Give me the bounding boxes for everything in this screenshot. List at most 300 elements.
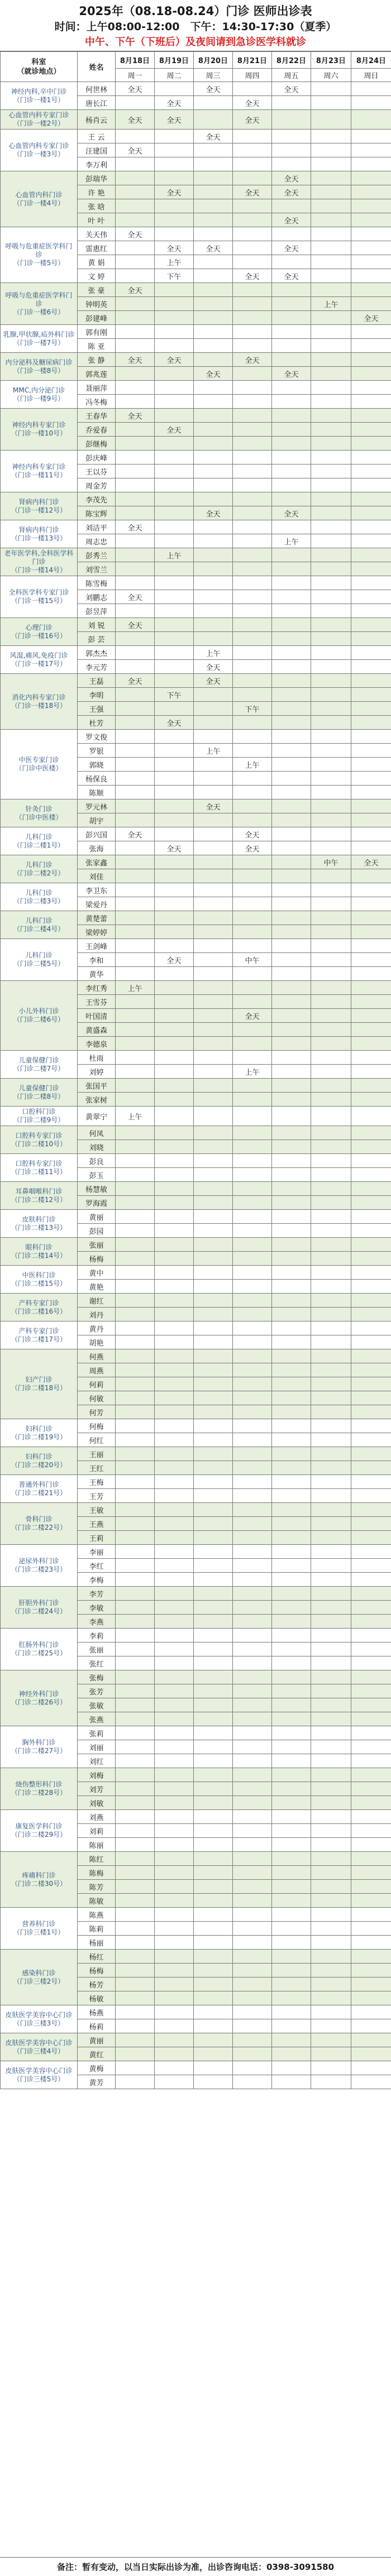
shift-cell [155,492,194,506]
shift-cell [155,1656,194,1670]
shift-cell [155,437,194,451]
shift-cell [233,995,272,1009]
shift-cell [311,646,351,660]
doctor-name: 何红 [78,1433,116,1447]
shift-cell [351,1308,391,1321]
doctor-name: 杨丽 [78,1936,116,1950]
shift-cell [311,1252,351,1266]
shift-cell [351,744,391,758]
shift-cell [272,772,311,786]
shift-cell [194,465,233,478]
shift-cell [194,2033,233,2047]
shift-cell [311,1684,351,1698]
shift-cell [194,1838,233,1852]
doctor-name: 刘红 [78,1754,116,1768]
doctor-name: 刘丽 [78,1740,116,1754]
shift-cell [116,506,155,520]
doctor-name: 李茂先 [78,492,116,506]
shift-cell [116,1349,155,1363]
shift-cell [116,171,155,185]
dept-cell: 营养科门诊 （门诊三楼1号） [1,1908,78,1950]
shift-cell [233,1740,272,1754]
shift-cell [155,199,194,213]
shift-cell [272,1335,311,1349]
shift-cell [311,171,351,185]
dept-cell: 泌尿外科门诊 （门诊二楼23号） [1,1545,78,1587]
shift-cell [272,590,311,604]
shift-cell [116,548,155,562]
shift-cell [311,185,351,199]
shift-cell [194,1670,233,1684]
shift-cell [233,1670,272,1684]
shift-cell [116,995,155,1009]
shift-cell [351,883,391,897]
table-row [1,451,391,465]
doctor-name: 刘鹏志 [78,590,116,604]
doctor-name: 梁婷婷 [78,925,116,939]
shift-cell [351,1196,391,1210]
shift-cell [351,1670,391,1684]
doctor-name: 张家树 [78,1093,116,1107]
table-row [1,82,391,96]
shift-cell [194,1991,233,2005]
date-header: 8月18日 [116,52,155,69]
shift-cell [272,1573,311,1587]
table-row [1,2061,391,2075]
doctor-name: 王强 [78,702,116,716]
shift-cell [194,1922,233,1936]
dept-cell: 老年医学科,全科医学科门诊 （门诊一楼14号） [1,548,78,576]
shift-cell [351,604,391,618]
dept-group [1,1294,391,1321]
dept-group [1,1950,391,2005]
shift-cell [155,1475,194,1489]
dept-cell: MMC,内分泌门诊 （门诊一楼9号） [1,381,78,409]
table-row [1,130,391,143]
table-row [1,492,391,506]
shift-cell [351,1168,391,1182]
doctor-name: 周燕 [78,1363,116,1377]
shift-cell [351,576,391,590]
shift-cell [116,1489,155,1503]
doctor-name: 黄丹 [78,1321,116,1335]
shift-cell [116,381,155,395]
shift-cell [116,702,155,716]
dept-group [1,409,391,451]
dept-group [1,1447,391,1475]
shift-cell [272,1363,311,1377]
doctor-name: 李芳 [78,1587,116,1601]
shift-cell [155,1238,194,1252]
doctor-name: 梁爱丹 [78,897,116,911]
shift-cell [194,1559,233,1573]
shift-cell [155,1698,194,1712]
shift-cell [351,1224,391,1238]
shift-cell [155,325,194,339]
dept-group [1,1629,391,1670]
dept-group [1,646,391,674]
doctor-name: 杨梅 [78,1964,116,1978]
doctor-name: 王莉 [78,1531,116,1545]
doctor-name: 彭建峰 [78,311,116,325]
dept-group [1,1238,391,1266]
shift-cell [233,241,272,255]
dept-group [1,1545,391,1587]
dept-group [1,451,391,492]
shift-cell [116,1335,155,1349]
shift-cell [272,297,311,311]
dept-cell: 内分泌科及糖尿病门诊 （门诊一楼8号） [1,353,78,381]
shift-cell [233,967,272,981]
doctor-name: 陈燕 [78,1908,116,1922]
shift-cell [116,1838,155,1852]
shift-cell [351,520,391,534]
shift-cell [311,1266,351,1280]
shift-cell [155,1294,194,1308]
weekday-header: 周三 [194,69,233,82]
shift-cell [311,730,351,744]
shift-cell [233,283,272,297]
shift-cell [311,1908,351,1922]
doctor-name: 刘婷 [78,1065,116,1079]
shift-cell [116,939,155,953]
shift-cell [155,1377,194,1391]
shift-cell: 上午 [116,981,155,995]
doctor-name: 王敏 [78,1503,116,1517]
shift-cell [311,1922,351,1936]
shift-cell [155,143,194,157]
shift-cell [233,227,272,241]
shift-cell [194,1517,233,1531]
shift-cell [233,1950,272,1964]
shift-cell [155,576,194,590]
shift-cell [272,311,311,325]
shift-cell: 全天 [116,520,155,534]
shift-cell [233,660,272,674]
shift-cell [272,1447,311,1461]
shift-cell [311,1079,351,1093]
shift-cell [194,157,233,171]
shift-cell [194,395,233,409]
shift-cell [272,283,311,297]
shift-cell [351,143,391,157]
shift-cell [311,1615,351,1629]
shift-cell [272,478,311,492]
shift-cell [311,2047,351,2061]
shift-cell [194,1908,233,1922]
shift-cell [233,2019,272,2033]
shift-cell [351,1037,391,1051]
dept-cell: 皮肤医学美容中心门诊 （门诊三楼4号） [1,2033,78,2061]
shift-cell [233,744,272,758]
doctor-name: 陈雪梅 [78,576,116,590]
shift-cell [194,897,233,911]
table-row [1,548,391,562]
table-header [1,52,391,82]
date-header: 8月23日 [311,52,351,69]
shift-cell [272,1643,311,1656]
shift-cell [155,1712,194,1726]
shift-cell [311,1866,351,1880]
shift-cell [311,995,351,1009]
shift-cell [194,2005,233,2019]
shift-cell [155,1252,194,1266]
shift-cell [351,1475,391,1489]
shift-cell [155,478,194,492]
dept-group [1,130,391,171]
shift-cell [233,1489,272,1503]
doctor-name: 黄中 [78,1266,116,1280]
shift-cell [155,506,194,520]
shift-cell [233,911,272,925]
shift-cell [116,1754,155,1768]
shift-cell: 全天 [272,185,311,199]
table-row [1,855,391,869]
shift-cell [311,897,351,911]
shift-cell [351,506,391,520]
shift-cell [194,423,233,437]
shift-cell [272,1140,311,1154]
shift-cell [194,604,233,618]
shift-cell [155,1266,194,1280]
doctor-name: 刘敏 [78,1796,116,1810]
table-row [1,1587,391,1601]
shift-cell [116,213,155,227]
doctor-name: 刘丹 [78,1308,116,1321]
shift-cell [272,353,311,367]
shift-cell [233,2033,272,2047]
table-row [1,1545,391,1559]
shift-cell [272,1894,311,1908]
table-row [1,1107,391,1126]
dept-group [1,1107,391,1126]
shift-cell [233,1573,272,1587]
shift-cell [194,1643,233,1656]
shift-cell [272,1238,311,1252]
shift-cell [272,1093,311,1107]
shift-cell [311,2033,351,2047]
shift-cell [194,451,233,465]
shift-cell [272,143,311,157]
shift-cell [116,451,155,465]
shift-cell [116,1280,155,1294]
shift-cell: 全天 [116,353,155,367]
table-row [1,1182,391,1196]
shift-cell [272,981,311,995]
table-row [1,827,391,841]
shift-cell [311,241,351,255]
shift-cell [116,1936,155,1950]
shift-cell [351,534,391,548]
shift-cell [272,1754,311,1768]
shift-cell: 全天 [155,423,194,437]
shift-cell [311,1196,351,1210]
shift-cell [351,1991,391,2005]
shift-cell [155,855,194,869]
shift-cell [116,1433,155,1447]
shift-cell [233,1238,272,1252]
doctor-name: 乔爱春 [78,423,116,437]
shift-cell: 下午 [155,269,194,283]
doctor-name: 王燕 [78,1517,116,1531]
shift-cell [233,981,272,995]
shift-cell [155,409,194,423]
shift-cell [351,618,391,632]
shift-cell [272,1126,311,1140]
shift-cell [233,367,272,381]
shift-cell [155,967,194,981]
dept-cell: 中医科门诊 （门诊二楼15号） [1,1266,78,1294]
shift-cell [116,1079,155,1093]
doctor-name: 李元芳 [78,660,116,674]
shift-cell [116,813,155,827]
doctor-name: 刘洁平 [78,520,116,534]
shift-cell [233,716,272,730]
shift-cell [272,730,311,744]
shift-cell [233,1991,272,2005]
shift-cell [233,1503,272,1517]
shift-cell [233,1531,272,1545]
shift-cell [155,897,194,911]
dept-group [1,730,391,799]
shift-cell: 全天 [233,1009,272,1023]
date-header: 8月20日 [194,52,233,69]
shift-cell [233,646,272,660]
shift-cell [233,1447,272,1461]
doctor-name: 黄 娟 [78,255,116,269]
shift-cell [233,1838,272,1852]
shift-cell [194,1377,233,1391]
doctor-name: 何燕 [78,1349,116,1363]
dept-cell: 神经内科专家门诊 （门诊一楼10号） [1,409,78,451]
shift-cell [233,1656,272,1670]
doctor-name: 李德泉 [78,1037,116,1051]
shift-cell [116,1294,155,1308]
table-row [1,1349,391,1363]
dept-group [1,1266,391,1294]
shift-cell [194,1266,233,1280]
shift-cell [351,269,391,283]
shift-cell [311,1210,351,1224]
doctor-name: 王梅 [78,1475,116,1489]
shift-cell [351,981,391,995]
shift-cell [194,1280,233,1294]
shift-cell [272,1796,311,1810]
shift-cell [116,269,155,283]
shift-cell [194,1065,233,1079]
doctor-name: 陈宝辉 [78,506,116,520]
doctor-name: 黄梅 [78,2061,116,2075]
shift-cell [116,841,155,855]
shift-cell [272,1517,311,1531]
shift-cell [311,2005,351,2019]
shift-cell [116,1810,155,1824]
shift-cell [116,157,155,171]
shift-cell [233,1615,272,1629]
shift-cell [116,297,155,311]
shift-cell: 全天 [194,799,233,813]
shift-cell [311,1489,351,1503]
shift-cell [233,1754,272,1768]
shift-cell: 全天 [194,660,233,674]
shift-cell [311,534,351,548]
shift-cell [311,1559,351,1573]
shift-cell [311,82,351,96]
shift-cell [233,1321,272,1335]
shift-cell [194,1615,233,1629]
shift-cell [233,1182,272,1196]
shift-cell [272,1545,311,1559]
shift-cell [116,1978,155,1991]
doctor-name: 黄艳 [78,1280,116,1294]
shift-cell [116,1782,155,1796]
shift-cell [233,604,272,618]
shift-cell [272,911,311,925]
shift-cell [311,409,351,423]
doctor-name: 汪建国 [78,143,116,157]
dept-group [1,1182,391,1210]
table-row [1,1266,391,1280]
shift-cell [272,227,311,241]
shift-cell: 上午 [155,548,194,562]
shift-cell [233,618,272,632]
dept-group [1,1051,391,1079]
shift-cell: 全天 [116,227,155,241]
doctor-name: 王丽 [78,1447,116,1461]
doctor-name: 杨保良 [78,772,116,786]
shift-cell [194,227,233,241]
shift-cell [233,1936,272,1950]
dept-cell: 神经内科专家门诊 （门诊一楼11号） [1,451,78,492]
shift-cell [194,1573,233,1587]
shift-cell [311,1377,351,1391]
shift-cell [311,157,351,171]
shift-cell [194,813,233,827]
shift-cell [155,911,194,925]
doctor-name: 杨肖云 [78,110,116,130]
shift-cell [155,339,194,353]
shift-cell [351,367,391,381]
dept-cell: 呼吸与危重症医学科门诊 （门诊一楼5号） [1,227,78,283]
shift-cell [311,772,351,786]
shift-cell [116,688,155,702]
shift-cell [155,2005,194,2019]
shift-cell [311,395,351,409]
shift-cell [272,1740,311,1754]
shift-cell [233,1880,272,1894]
shift-cell [311,1754,351,1768]
shift-cell [233,381,272,395]
dept-cell: 妇产门诊 （门诊二楼18号） [1,1349,78,1419]
shift-cell [351,1656,391,1670]
shift-cell [233,1684,272,1698]
shift-cell [233,1051,272,1065]
shift-cell [351,1405,391,1419]
shift-cell [351,2047,391,2061]
shift-cell [351,1712,391,1726]
shift-cell [311,1238,351,1252]
shift-cell [194,2061,233,2075]
shift-cell [194,1308,233,1321]
shift-cell: 上午 [194,744,233,758]
shift-cell [272,1768,311,1782]
shift-cell [194,855,233,869]
shift-cell [311,1601,351,1615]
shift-cell [233,1922,272,1936]
shift-cell [311,1768,351,1782]
shift-cell [272,674,311,688]
shift-cell [351,897,391,911]
